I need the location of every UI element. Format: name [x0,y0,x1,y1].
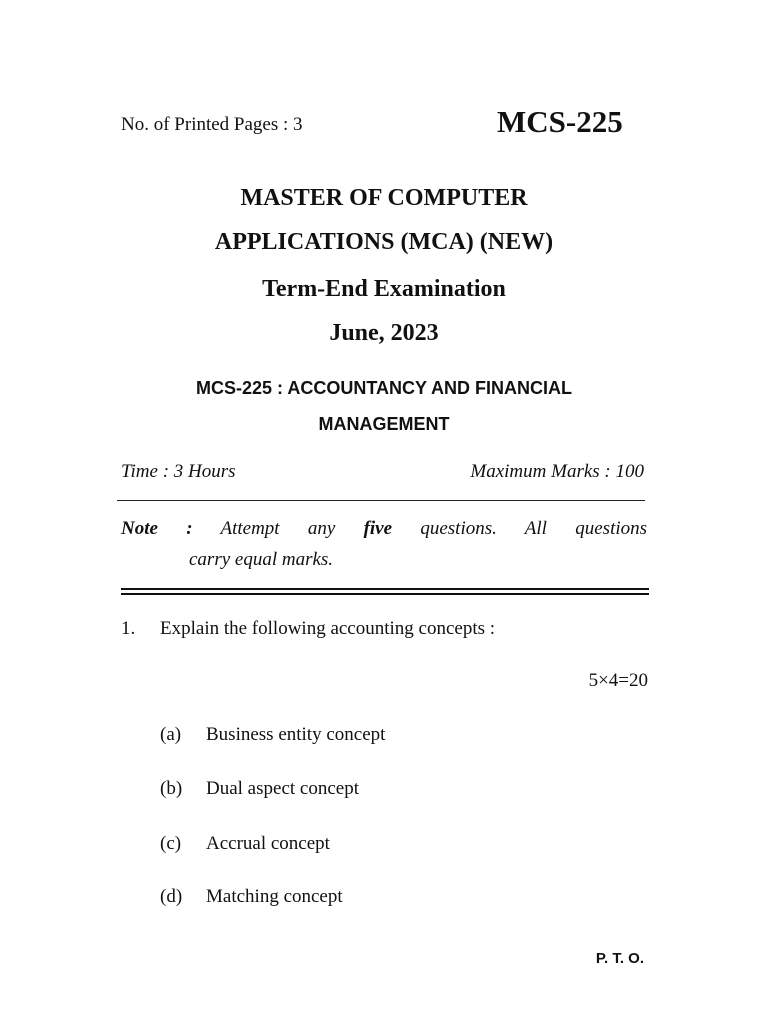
sub-question-label: (b) [160,778,183,799]
program-title-line-2: APPLICATIONS (MCA) (NEW) [214,229,554,255]
page-turn-over: P. T. O. [595,950,644,967]
printed-pages-count: No. of Printed Pages : 3 [121,114,303,135]
note-text-before: Attempt any [220,518,336,539]
note-continuation: carry equal marks. [189,549,334,570]
program-title-line-1: MASTER OF COMPUTER [240,185,528,211]
exam-name: Term-End Examination [262,276,506,302]
divider-line [117,500,645,501]
note-label: Note : [121,518,193,539]
note-text-after: questions. All questions [420,518,648,539]
exam-date: June, 2023 [329,320,439,346]
note-emphasis: five [363,518,393,539]
course-title [0,370,768,442]
sub-question-text: Dual aspect concept [206,778,359,799]
program-title [0,176,768,264]
course-title-line-2: MANAGEMENT [318,414,450,434]
sub-question-label: (d) [160,886,183,907]
exam-duration: Time : 3 Hours [121,461,236,482]
question-text: Explain the following accounting concepts : [160,618,496,639]
double-divider-line [121,588,649,595]
paper-code: MCS-225 [497,104,623,139]
sub-question-text: Matching concept [206,886,343,907]
course-title-line-1: MCS-225 : ACCOUNTANCY AND FINANCIAL [195,378,572,398]
question-number: 1. [121,618,136,639]
instructions-note [121,518,647,540]
sub-question-text: Accrual concept [206,833,330,854]
sub-question-text: Business entity concept [206,724,386,745]
maximum-marks: Maximum Marks : 100 [470,461,644,482]
sub-question-label: (a) [160,724,182,745]
sub-question-label: (c) [160,833,182,854]
question-marks: 5×4=20 [588,670,648,691]
